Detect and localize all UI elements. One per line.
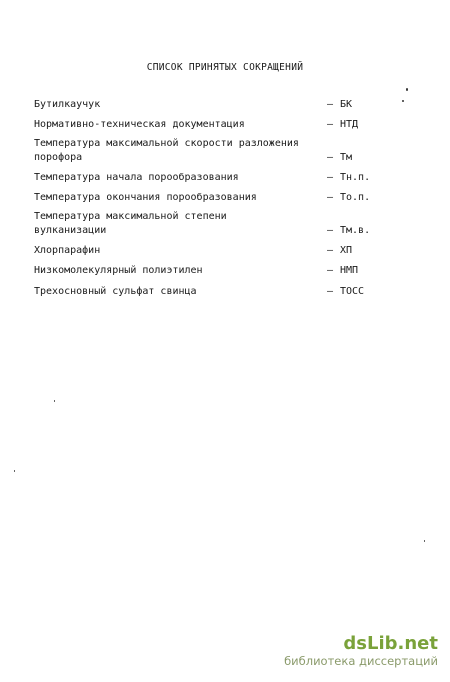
entry-term: Температура максимальной степени вулканизации: [34, 211, 227, 236]
entry-abbreviation: Тн.п.: [340, 172, 371, 183]
entry-term: Температура начала порообразования: [34, 172, 239, 183]
entry-dash: –: [327, 192, 334, 203]
entry-abbreviation: БК: [340, 99, 353, 110]
entry-dash: –: [327, 286, 334, 297]
scan-speck: [424, 540, 425, 542]
abbreviation-entry: [34, 171, 371, 185]
entry-term: Трехосновный сульфат свинца: [34, 286, 197, 297]
entry-dash: –: [327, 225, 334, 236]
entry-term: Бутилкаучук: [34, 99, 101, 110]
entry-abbreviation: Тм: [340, 152, 353, 163]
abbreviation-entry: [34, 98, 364, 112]
scan-speck: [54, 400, 55, 402]
watermark-subtitle: библиотека диссертаций: [284, 654, 438, 668]
scan-speck: [406, 88, 408, 91]
entry-term: Нормативно-техническая документация: [34, 119, 245, 130]
abbreviation-entry: [34, 191, 371, 205]
abbreviation-entry: [34, 118, 364, 132]
entry-term: Хлорпарафин: [34, 245, 101, 256]
entry-term: Низкомолекулярный полиэтилен: [34, 265, 203, 276]
document-title: СПИСОК ПРИНЯТЫХ СОКРАЩЕНИЙ: [146, 62, 304, 73]
watermark: [284, 634, 438, 668]
entry-abbreviation: ТОСС: [340, 286, 365, 297]
entry-dash: –: [327, 265, 334, 276]
entry-dash: –: [327, 172, 334, 183]
entry-dash: –: [327, 152, 334, 163]
entry-abbreviation: Тм.в.: [340, 225, 371, 236]
entry-abbreviation: НМП: [340, 265, 359, 276]
entry-term: Температура окончания порообразования: [34, 192, 257, 203]
scan-speck: [402, 100, 404, 102]
entry-dash: –: [327, 119, 334, 130]
abbreviation-entry: [34, 264, 364, 278]
abbreviation-entry: [34, 285, 364, 299]
abbreviation-entry: [34, 244, 364, 258]
scan-speck: [14, 470, 15, 472]
entry-abbreviation: НТД: [340, 119, 359, 130]
entry-dash: –: [327, 245, 334, 256]
entry-dash: –: [327, 99, 334, 110]
entry-abbreviation: ХП: [340, 245, 353, 256]
entry-abbreviation: То.п.: [340, 192, 371, 203]
entry-term: Температура максимальной скорости разложения порофора: [34, 138, 299, 163]
abbreviation-entry: [34, 210, 371, 238]
watermark-logo: dsLib.net: [343, 633, 438, 654]
abbreviation-entry: [34, 137, 364, 165]
